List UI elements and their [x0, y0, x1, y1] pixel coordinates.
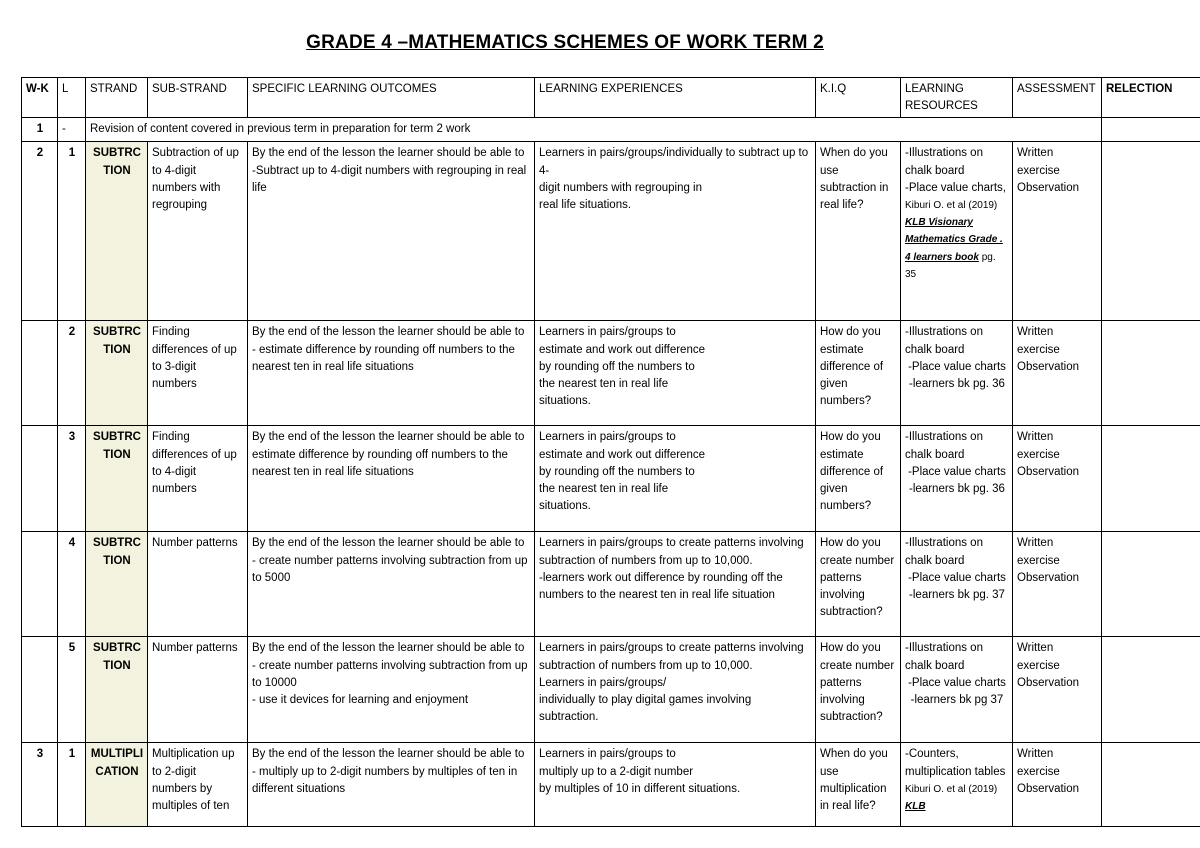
reference-book-title: KLB [905, 801, 926, 813]
outcome-line: - use it devices for learning and enjoyment [252, 694, 469, 707]
experience-line: individually to play digital games involving subtraction. [539, 694, 752, 724]
header-lesson: L [58, 78, 86, 118]
lesson-number: 4 [58, 532, 86, 637]
outcome-line: By the end of the lesson the learner should be able to [252, 537, 525, 550]
learning-resources-cell [901, 321, 1013, 426]
resource-line: -Illustrations on chalk board [905, 642, 983, 672]
substrand-cell: Number patterns [148, 637, 248, 743]
kiq-cell: When do you use multiplication in real life? [816, 743, 901, 827]
reference-book-title: KLB Visionary Mathematics Grade . 4 learners book [905, 217, 1003, 263]
resource-line: -learners bk pg. 36 [909, 378, 1005, 391]
assessment-line: Written exercise [1017, 537, 1060, 567]
assessment-cell [1013, 426, 1102, 532]
header-wk: W-K [22, 78, 58, 118]
learning-experiences-cell [535, 142, 816, 321]
substrand-cell: Multiplication up to 2-digit numbers by multiples of ten [148, 743, 248, 827]
experience-line: real life situations. [539, 199, 632, 212]
experience-line: Learners in pairs/groups to [539, 431, 676, 444]
outcome-line: - create number patterns involving subtraction from up to 10000 [252, 659, 528, 689]
learning-resources-cell [901, 426, 1013, 532]
experience-line: Learners in pairs/groups to [539, 326, 676, 339]
specific-learning-outcomes-cell [248, 321, 535, 426]
resource-line: -Place value charts [908, 465, 1006, 478]
experience-line: by rounding off the numbers to [539, 360, 695, 373]
strand-cell: SUBTRCTION [86, 532, 148, 637]
specific-learning-outcomes-cell [248, 743, 535, 827]
assessment-line: Observation [1017, 676, 1080, 689]
table-row [22, 426, 1200, 532]
strand-cell: SUBTRCTION [86, 142, 148, 321]
learning-experiences-cell [535, 532, 816, 637]
kiq-cell: How do you create number patterns involving subtraction? [816, 637, 901, 743]
resource-line: -learners bk pg. 37 [909, 589, 1005, 602]
assessment-line: Observation [1017, 782, 1080, 795]
reflection-cell [1102, 321, 1200, 426]
experience-line: -learners work out difference by rounding off the numbers to the nearest ten in real life situation [539, 571, 783, 602]
specific-learning-outcomes-cell [248, 142, 535, 321]
reflection-cell [1102, 118, 1200, 142]
kiq-cell: How do you estimate difference of given numbers? [816, 426, 901, 532]
resource-line: -Illustrations on chalk board [905, 431, 983, 461]
substrand-cell: Subtraction of up to 4-digit numbers with regrouping [148, 142, 248, 321]
assessment-line: Observation [1017, 465, 1080, 478]
reference-author: Kiburi O. et al (2019) [905, 783, 998, 795]
learning-resources-cell [901, 142, 1013, 321]
kiq-cell: When do you use subtraction in real life? [816, 142, 901, 321]
resource-line: -learners bk pg 37 [910, 694, 1004, 707]
reflection-cell [1102, 743, 1200, 827]
assessment-cell [1013, 637, 1102, 743]
substrand-cell: Finding differences of up to 3-digit numbers [148, 321, 248, 426]
table-row [22, 321, 1200, 426]
experience-line: Learners in pairs/groups to create patterns involving subtraction of numbers from up to 10,000. [539, 537, 804, 567]
assessment-cell [1013, 532, 1102, 637]
strand-cell: SUBTRCTION [86, 321, 148, 426]
resource-line: -Illustrations on chalk board [905, 537, 983, 567]
learning-experiences-cell [535, 743, 816, 827]
resource-line: -learners bk pg. 36 [909, 483, 1005, 496]
experience-line: estimate and work out difference [539, 448, 705, 461]
resource-reference [905, 197, 1009, 283]
header-learning-experiences: LEARNING EXPERIENCES [535, 78, 816, 118]
experience-line: Learners in pairs/groups to create patterns involving subtraction of numbers from up to 10,000. [539, 642, 804, 672]
outcome-line: - create number patterns involving subtraction from up to 5000 [252, 554, 528, 584]
week-number [22, 426, 58, 532]
week-number [22, 637, 58, 743]
learning-resources-cell [901, 743, 1013, 827]
header-row [22, 78, 1200, 118]
lesson-number: 3 [58, 426, 86, 532]
reflection-cell [1102, 532, 1200, 637]
assessment-line: Written exercise [1017, 748, 1060, 778]
experience-line: Learners in pairs/groups/ [539, 676, 667, 689]
week-number: 3 [22, 743, 58, 827]
reflection-cell [1102, 426, 1200, 532]
revision-text: Revision of content covered in previous term in preparation for term 2 work [86, 118, 1102, 142]
assessment-line: Written exercise [1017, 642, 1060, 672]
assessment-line: Observation [1017, 181, 1080, 194]
strand-cell: SUBTRCTION [86, 426, 148, 532]
experience-line: by rounding off the numbers to [539, 465, 695, 478]
assessment-line: Written exercise [1017, 431, 1060, 461]
header-kiq: K.I.Q [816, 78, 901, 118]
page-title: GRADE 4 –MATHEMATICS SCHEMES OF WORK TERM 2 [306, 32, 824, 53]
resource-line: -Illustrations on chalk board [905, 147, 983, 177]
header-specific-learning-outcomes: SPECIFIC LEARNING OUTCOMES [248, 78, 535, 118]
resource-line: -Place value charts [908, 360, 1006, 373]
experience-line: multiply up to a 2-digit number [539, 765, 694, 778]
learning-experiences-cell [535, 321, 816, 426]
substrand-cell: Number patterns [148, 532, 248, 637]
substrand-cell: Finding differences of up to 4-digit numbers [148, 426, 248, 532]
header-substrand: SUB-STRAND [148, 78, 248, 118]
reference-page: pg. 35 [905, 251, 996, 280]
lesson-number: 1 [58, 142, 86, 321]
outcome-line: estimate difference by rounding off numbers to the nearest ten in real life situations [252, 448, 508, 478]
assessment-line: Observation [1017, 571, 1080, 584]
assessment-cell [1013, 743, 1102, 827]
kiq-cell: How do you estimate difference of given numbers? [816, 321, 901, 426]
header-reflection: RELECTION [1102, 78, 1200, 118]
reflection-cell [1102, 142, 1200, 321]
assessment-line: Written exercise [1017, 147, 1060, 177]
table-row [22, 532, 1200, 637]
resource-line: -Place value charts, [905, 181, 1006, 194]
outcome-line: By the end of the lesson the learner should be able to [252, 147, 525, 160]
outcome-line: By the end of the lesson the learner should be able to [252, 642, 525, 655]
table-row [22, 142, 1200, 321]
learning-experiences-cell [535, 426, 816, 532]
outcome-line: By the end of the lesson the learner should be able to [252, 748, 525, 761]
reference-author: Kiburi O. et al (2019) [905, 200, 998, 212]
resource-reference [905, 781, 1009, 815]
outcome-line: By the end of the lesson the learner should be able to [252, 431, 525, 444]
strand-cell: MULTIPLICATION [86, 743, 148, 827]
experience-line: by multiples of 10 in different situations. [539, 782, 741, 795]
lesson-number: 1 [58, 743, 86, 827]
experience-line: Learners in pairs/groups/individually to subtract up to 4- [539, 147, 809, 177]
resource-line: -Place value charts [908, 676, 1006, 689]
revision-row [22, 118, 1200, 142]
experience-line: situations. [539, 500, 591, 513]
experience-line: Learners in pairs/groups to [539, 748, 676, 761]
lesson-number: 5 [58, 637, 86, 743]
experience-line: the nearest ten in real life [539, 378, 669, 391]
specific-learning-outcomes-cell [248, 426, 535, 532]
lesson-number: - [58, 118, 86, 142]
assessment-line: Written exercise [1017, 326, 1060, 356]
specific-learning-outcomes-cell [248, 532, 535, 637]
outcome-line: -Subtract up to 4-digit numbers with regrouping in real life [252, 164, 527, 194]
outcome-line: - multiply up to 2-digit numbers by multiples of ten in different situations [252, 765, 518, 795]
resource-line: -Place value charts [908, 571, 1006, 584]
learning-resources-cell [901, 637, 1013, 743]
schemes-of-work-table [21, 77, 1200, 827]
week-number [22, 532, 58, 637]
resource-line: -Illustrations on chalk board [905, 326, 983, 356]
learning-resources-cell [901, 532, 1013, 637]
learning-experiences-cell [535, 637, 816, 743]
week-number: 2 [22, 142, 58, 321]
header-learning-resources: LEARNING RESOURCES [901, 78, 1013, 118]
header-assessment: ASSESSMENT [1013, 78, 1102, 118]
specific-learning-outcomes-cell [248, 637, 535, 743]
assessment-line: Observation [1017, 360, 1080, 373]
lesson-number: 2 [58, 321, 86, 426]
assessment-cell [1013, 142, 1102, 321]
week-number [22, 321, 58, 426]
reflection-cell [1102, 637, 1200, 743]
table-row [22, 637, 1200, 743]
strand-cell: SUBTRCTION [86, 637, 148, 743]
table-row [22, 743, 1200, 827]
experience-line: estimate and work out difference [539, 343, 705, 356]
week-number: 1 [22, 118, 58, 142]
assessment-cell [1013, 321, 1102, 426]
experience-line: digit numbers with regrouping in [539, 181, 703, 194]
resource-line: -Counters, multiplication tables [905, 748, 1006, 778]
header-strand: STRAND [86, 78, 148, 118]
outcome-line: By the end of the lesson the learner should be able to [252, 326, 525, 339]
outcome-line: - estimate difference by rounding off numbers to the nearest ten in real life situations [252, 343, 515, 373]
experience-line: situations. [539, 395, 591, 408]
experience-line: the nearest ten in real life [539, 483, 669, 496]
kiq-cell: How do you create number patterns involving subtraction? [816, 532, 901, 637]
